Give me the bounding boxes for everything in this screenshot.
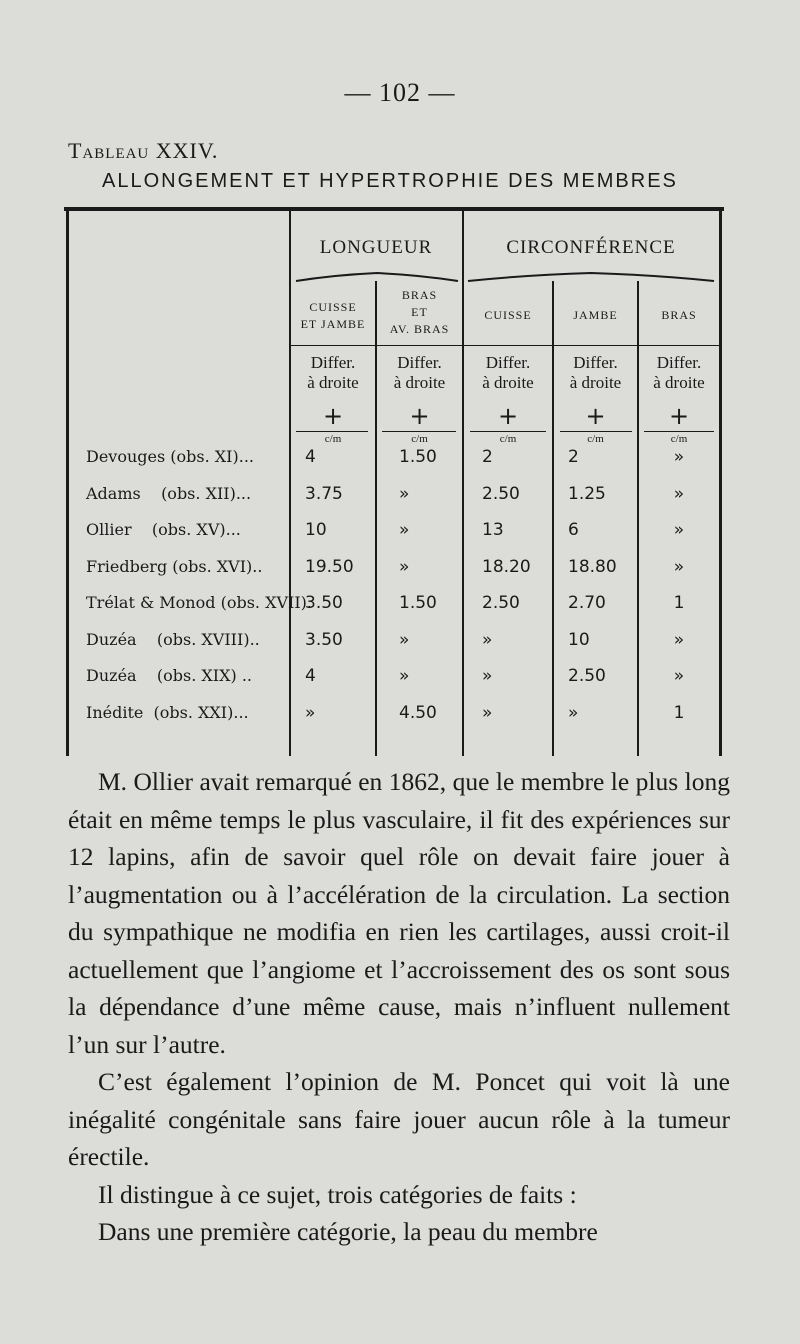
row-value: 6 <box>568 520 579 540</box>
table-row <box>64 703 724 739</box>
table-row <box>64 520 724 556</box>
plus-sign-3: + <box>497 402 519 430</box>
row-value: 3.50 <box>305 593 343 613</box>
row-value: » <box>399 666 410 686</box>
table-row <box>64 484 724 520</box>
row-value: 2.50 <box>482 483 520 504</box>
row-name: Inédite (obs. XXI)... <box>86 702 249 722</box>
table-row <box>64 593 724 629</box>
row-value: » <box>673 666 685 686</box>
plus-sign-2: + <box>409 402 430 430</box>
table-label: Tableau XXIV. <box>68 138 219 163</box>
brace-circonference <box>466 269 716 285</box>
row-value: 19.50 <box>305 556 354 577</box>
row-value: 1.50 <box>399 593 437 613</box>
plus-sign-5: + <box>668 402 690 430</box>
paragraph-4: Dans une première catégorie, la peau du membre <box>98 1217 598 1246</box>
row-name: Duzéa (obs. XVIII).. <box>86 629 260 649</box>
diff-header-3: Differ. à droite <box>482 353 534 392</box>
row-value: 3.75 <box>305 483 343 504</box>
unit-label-5: c/m <box>670 433 688 445</box>
row-name: Duzéa (obs. XIX) .. <box>86 666 253 685</box>
row-value: 1.50 <box>399 447 437 467</box>
subheader-cuisse: CUISSE <box>484 308 532 322</box>
row-value: » <box>673 556 685 577</box>
row-value: 1.25 <box>568 483 606 504</box>
unit-label-4: c/m <box>587 433 604 445</box>
row-value: » <box>305 702 316 723</box>
row-value: 1 <box>673 593 685 613</box>
row-value: 4 <box>305 447 316 467</box>
row-value: 1 <box>673 702 685 723</box>
row-value: 13 <box>482 520 504 540</box>
subheader-bras: BRAS <box>661 308 697 322</box>
row-value: 10 <box>305 520 327 540</box>
table-title: ALLONGEMENT ET HYPERTROPHIE DES MEMBRES <box>102 170 678 192</box>
header-longueur: LONGUEUR <box>319 237 433 258</box>
row-value: » <box>673 447 685 467</box>
row-value: 2.50 <box>568 666 606 686</box>
row-value: 4.50 <box>399 702 437 723</box>
row-value: 18.80 <box>568 556 617 577</box>
row-value: 2 <box>482 447 493 467</box>
row-value: » <box>399 629 410 650</box>
unit-label-1: c/m <box>324 433 342 445</box>
plus-sign-4: + <box>585 402 606 430</box>
subheader-cuisse-et-jambe: CUISSE ET JAMBE <box>300 300 366 331</box>
row-value: » <box>673 629 685 650</box>
row-name: Adams (obs. XII)... <box>86 483 252 503</box>
table-row <box>64 630 724 666</box>
plus-sign-1: + <box>322 402 344 430</box>
brace-longueur <box>294 269 460 285</box>
subheader-bras-et-avbras: BRAS ET AV. BRAS <box>389 288 450 336</box>
diff-header-2: Differ. à droite <box>393 353 446 392</box>
table-row <box>64 557 724 593</box>
unit-label-2: c/m <box>411 433 428 445</box>
diff-header-1: Differ. à droite <box>307 353 359 392</box>
page-number: — 102 — <box>344 78 456 107</box>
row-name: Devouges (obs. XI)... <box>86 447 254 466</box>
paragraph-2: C’est également l’opinion de M. Poncet qui voit là une inégalité congénitale sans faire jouer aucun rôle à la tumeur érectile. <box>68 1067 730 1171</box>
row-value: 3.50 <box>305 629 343 650</box>
row-name: Trélat & Monod (obs. XVII). <box>86 593 312 612</box>
row-value: 2.70 <box>568 593 606 613</box>
body-text <box>68 763 730 1251</box>
row-name: Friedberg (obs. XVI).. <box>86 556 263 576</box>
row-value: 18.20 <box>482 556 531 577</box>
row-value: » <box>399 520 410 540</box>
row-value: 2.50 <box>482 593 520 613</box>
row-value: 2 <box>568 447 579 467</box>
unit-label-3: c/m <box>499 433 517 445</box>
row-value: » <box>568 702 579 723</box>
table-row <box>64 447 724 483</box>
table-row <box>64 666 724 702</box>
row-value: » <box>673 483 685 504</box>
row-value: 10 <box>568 629 590 650</box>
data-table <box>64 207 724 756</box>
paragraph-3: Il distingue à ce sujet, trois catégories de faits : <box>98 1179 577 1209</box>
diff-header-5: Differ. à droite <box>653 353 705 392</box>
row-value: » <box>482 702 493 723</box>
subheader-jambe: JAMBE <box>573 308 618 322</box>
row-value: » <box>482 629 493 650</box>
row-name: Ollier (obs. XV)... <box>86 520 241 539</box>
row-value: » <box>399 483 410 504</box>
paragraph-1: M. Ollier avait remarqué en 1862, que le membre le plus long était en même temps le plus vasculaire, il fit des expériences sur 12 lapins, afin de savoir quel rôle on devait faire jouer à l’augmentation ou à l’accélération de la circulation. La section du sympathique ne modifia en rien les cartilages, aussi croit-il actuellement que l’angiome et l’accroissement des os sont sous la dépendance d’une même cause, mais n’influent nullement l’un sur l’autre. <box>68 767 730 1059</box>
row-value: » <box>482 666 493 686</box>
header-circonference: CIRCONFÉRENCE <box>506 237 676 258</box>
row-value: » <box>399 556 410 577</box>
diff-header-4: Differ. à droite <box>569 353 622 392</box>
row-value: » <box>673 520 685 540</box>
row-value: 4 <box>305 666 316 686</box>
